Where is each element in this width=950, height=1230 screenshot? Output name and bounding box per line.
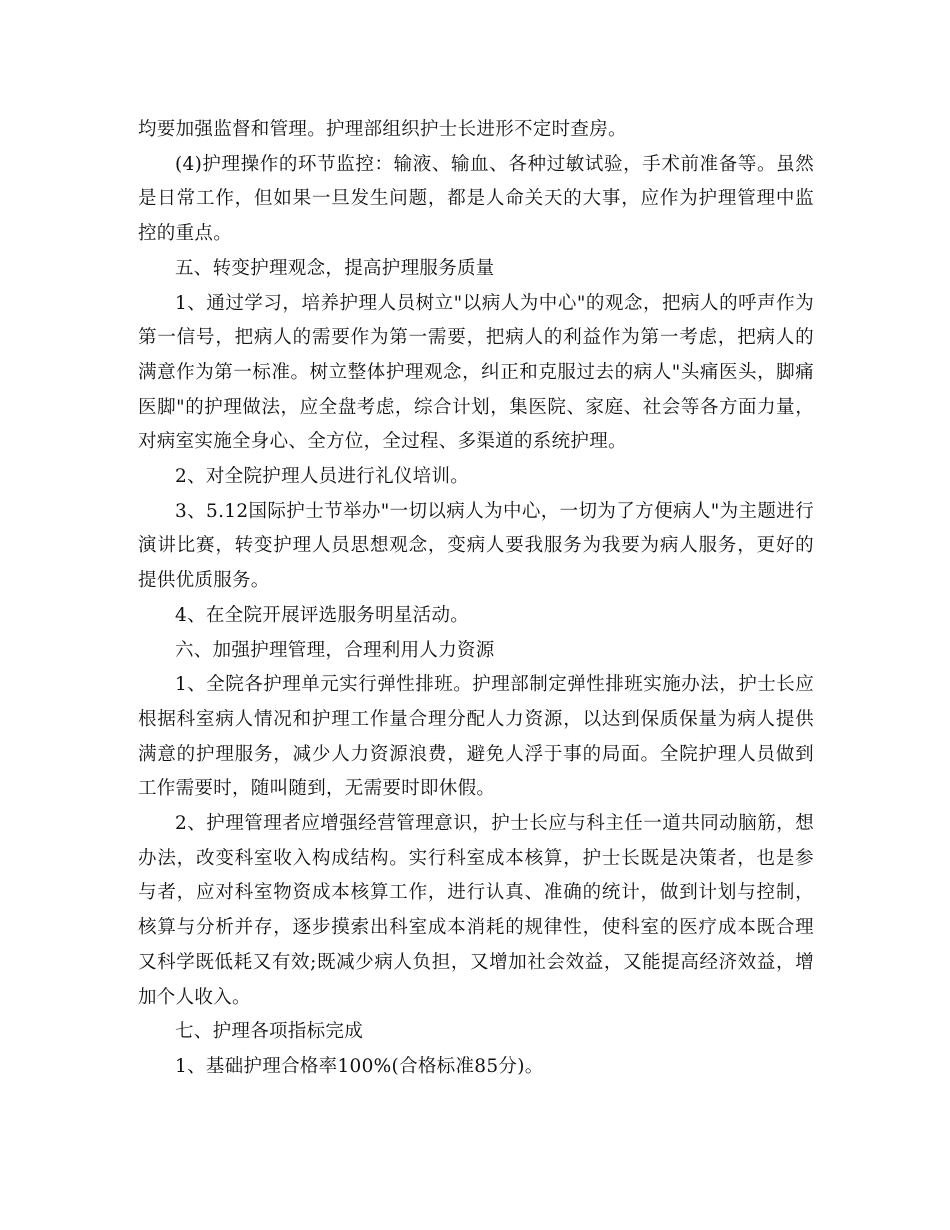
section-heading-6: 六、加强护理管理，合理利用人力资源	[175, 639, 495, 661]
paragraph-5-2: 2、对全院护理人员进行礼仪培训。	[175, 466, 470, 488]
paragraph-5-3: 3、5.12国际护士节举办"一切以病人为中心，一切为了方便病人"为主题进行演讲比赛，转变护理人员思想观念，变病人要我服务为我要为病人服务，更好的提供优质服务。	[138, 500, 814, 592]
paragraph-continuation: 均要加强监督和管理。护理部组织护士长进形不定时查房。	[138, 119, 627, 140]
paragraph-6-2: 2、护理管理者应增强经营管理意识，护士长应与科主任一道共同动脑筋，想办法，改变科室收入构成结构。实行科室成本核算，护士长既是决策者，也是参与者，应对科室物资成本核算工作，进行认真、准确的统计，做到计划与控制，核算与分析并存，逐步摸索出科室成本消耗的规律性，使科室的医疗成本既合理又科学既低耗又有效;既减少病人负担，又增加社会效益，又能提高经济效益，增加个人收入。	[138, 813, 814, 1008]
section-heading-7: 七、护理各项指标完成	[175, 1021, 364, 1043]
section-heading-5: 五、转变护理观念，提高护理服务质量	[175, 257, 495, 279]
paragraph-nursing-operation-monitoring: (4)护理操作的环节监控：输液、输血、各种过敏试验，手术前准备等。虽然是日常工作，但如果一旦发生问题，都是人命关天的大事，应作为护理管理中监控的重点。	[138, 153, 814, 245]
paragraph-7-1: 1、基础护理合格率100%(合格标准85分)。	[175, 1055, 544, 1077]
paragraph-6-1: 1、全院各护理单元实行弹性排班。护理部制定弹性排班实施办法，护士长应根据科室病人情况和护理工作量合理分配人力资源，以达到保质保量为病人提供满意的护理服务，减少人力资源浪费，避免人浮于事的局面。全院护理人员做到工作需要时，随叫随到，无需要时即休假。	[138, 674, 814, 800]
paragraph-5-4: 4、在全院开展评选服务明星活动。	[175, 604, 470, 626]
paragraph-5-1: 1、通过学习，培养护理人员树立"以病人为中心"的观念，把病人的呼声作为第一信号，把病人的需要作为第一需要，把病人的利益作为第一考虑，把病人的满意作为第一标准。树立整体护理观念，纠正和克服过去的病人"头痛医头，脚痛医脚"的护理做法，应全盘考虑，综合计划，集医院、家庭、社会等各方面力量，对病室实施全身心、全方位，全过程、多渠道的系统护理。	[138, 292, 814, 453]
document-page	[138, 113, 814, 1085]
